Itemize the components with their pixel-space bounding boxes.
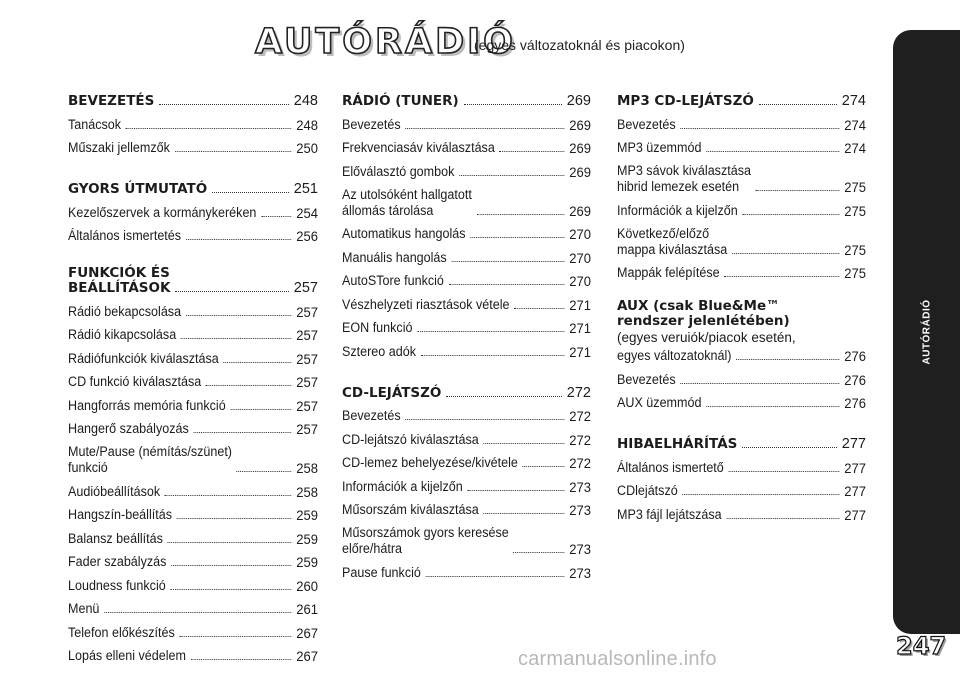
toc-entry-label: Rádió kikapcsolása bbox=[68, 327, 177, 342]
toc-entry bbox=[68, 523, 318, 547]
toc-leader-dots bbox=[186, 239, 292, 240]
toc-heading bbox=[342, 86, 591, 109]
page-number: 247 bbox=[896, 632, 947, 660]
toc-entry-label: Automatikus hangolás bbox=[342, 226, 466, 241]
toc-page-number: 272 bbox=[569, 431, 591, 448]
chapter-side-tab bbox=[893, 30, 960, 634]
toc-entry-label: Információk a kijelzőn bbox=[342, 478, 463, 494]
toc-entry bbox=[342, 133, 591, 157]
toc-page-number: 274 bbox=[841, 93, 866, 109]
toc-entry bbox=[68, 133, 318, 157]
toc-page-number: 261 bbox=[296, 601, 318, 617]
toc-entry bbox=[617, 499, 866, 523]
toc-entry-label: MP3 sávok kiválasztása hibrid lemezek esetén bbox=[617, 163, 751, 194]
toc-page-number: 273 bbox=[569, 564, 591, 581]
toc-entry bbox=[342, 336, 591, 360]
toc-leader-dots bbox=[449, 284, 565, 285]
toc-leader-dots bbox=[170, 589, 291, 590]
toc-entry-label: Audióbeállítások bbox=[68, 483, 161, 499]
toc-entry-label: Általános ismertető bbox=[617, 459, 724, 475]
toc-page-number: 277 bbox=[844, 483, 866, 499]
toc-entry bbox=[342, 242, 591, 266]
toc-entry-label: Tanácsok bbox=[68, 116, 122, 132]
toc-entry bbox=[68, 437, 318, 476]
toc-entry-label: Bevezetés bbox=[617, 116, 676, 132]
toc-page-number: 258 bbox=[296, 460, 318, 476]
toc-leader-dots bbox=[759, 104, 837, 105]
toc-leader-dots bbox=[724, 276, 839, 277]
toc-entry-label: Bevezetés bbox=[342, 116, 401, 132]
toc-entry-label: CD-lejátszó kiválasztása bbox=[342, 431, 479, 447]
toc-page-number: 254 bbox=[296, 204, 318, 221]
toc-entry bbox=[342, 495, 591, 519]
toc-leader-dots bbox=[421, 355, 565, 356]
toc-page-number: 257 bbox=[296, 397, 318, 414]
toc-entry bbox=[617, 346, 866, 364]
toc-leader-dots bbox=[212, 192, 289, 193]
toc-entry-label: Műszaki jellemzők bbox=[68, 140, 170, 155]
toc-entry bbox=[68, 476, 318, 500]
toc-leader-dots bbox=[426, 576, 565, 577]
toc-page-number: 275 bbox=[844, 265, 866, 281]
toc-leader-dots bbox=[237, 471, 292, 472]
toc-leader-dots bbox=[230, 409, 291, 410]
toc-entry bbox=[68, 641, 318, 665]
toc-entry bbox=[617, 258, 866, 282]
toc-entry-label: Rádió bekapcsolása bbox=[68, 303, 182, 319]
toc-entry-label: MP3 fájl lejátszása bbox=[617, 506, 722, 522]
toc-page-number: 272 bbox=[566, 384, 591, 401]
toc-entry-label: Műsorszámok gyors keresése előre/hátra bbox=[342, 525, 509, 556]
toc-leader-dots bbox=[514, 308, 564, 309]
aux-heading bbox=[617, 299, 866, 364]
toc-leader-dots bbox=[464, 104, 562, 105]
toc-entry bbox=[342, 109, 591, 133]
toc-page-number: 275 bbox=[844, 202, 866, 219]
toc-entry-label: Előválasztó gombok bbox=[342, 163, 455, 179]
toc-entry bbox=[68, 367, 318, 391]
toc-entry-label: Mute/Pause (némítás/szünet) funkció bbox=[68, 444, 232, 475]
toc-heading bbox=[617, 86, 866, 109]
toc-entry-label: Sztereo adók bbox=[342, 343, 416, 359]
toc-leader-dots bbox=[680, 383, 839, 384]
chapter-side-tab-label: AUTÓRÁDIÓ bbox=[921, 299, 932, 365]
toc-page-number: 257 bbox=[296, 374, 318, 390]
toc-page-number: 274 bbox=[844, 140, 866, 156]
toc-page-number: 277 bbox=[841, 436, 866, 452]
toc-leader-dots bbox=[736, 359, 839, 360]
toc-page-number: 275 bbox=[844, 241, 866, 258]
toc-entry-label: Fader szabályzás bbox=[68, 554, 167, 569]
toc-entry bbox=[68, 570, 318, 594]
toc-entry bbox=[617, 219, 866, 258]
watermark: carmanualsonline.info bbox=[518, 648, 717, 670]
toc-leader-dots bbox=[126, 128, 292, 129]
aux-heading-note: (egyes veruiók/piacok esetén, bbox=[617, 330, 796, 345]
toc-leader-dots bbox=[513, 552, 564, 553]
toc-page-number: 269 bbox=[569, 116, 591, 133]
toc-page-number: 273 bbox=[569, 502, 591, 518]
toc-entry bbox=[342, 266, 591, 290]
toc-page-number: 248 bbox=[293, 93, 318, 109]
page-header bbox=[0, 20, 960, 64]
toc-entry bbox=[68, 617, 318, 641]
toc-entry bbox=[342, 424, 591, 448]
toc-entry-label: Hangforrás memória funkció bbox=[68, 397, 226, 413]
toc-entry-label: Bevezetés bbox=[342, 408, 401, 423]
toc-entry bbox=[342, 219, 591, 243]
toc-entry bbox=[68, 109, 318, 133]
toc-page-number: 276 bbox=[844, 371, 866, 388]
toc-leader-dots bbox=[742, 447, 836, 448]
toc-heading-label: CD-LEJÁTSZÓ bbox=[342, 384, 442, 401]
toc-leader-dots bbox=[446, 396, 561, 397]
toc-leader-dots bbox=[186, 315, 292, 316]
toc-entry bbox=[617, 476, 866, 500]
toc-entry-label: CD-lemez behelyezése/kivétele bbox=[342, 455, 518, 470]
toc-heading-label: GYORS ÚTMUTATÓ bbox=[68, 181, 208, 197]
toc-entry-label: Balansz beállítás bbox=[68, 530, 163, 546]
toc-entry bbox=[342, 518, 591, 557]
toc-leader-dots bbox=[682, 494, 839, 495]
toc-entry bbox=[68, 414, 318, 438]
toc-page-number: 269 bbox=[569, 140, 591, 156]
toc-entry-label: Bevezetés bbox=[617, 371, 676, 387]
toc-entry bbox=[342, 313, 591, 337]
toc-page-number: 257 bbox=[293, 280, 318, 296]
toc-leader-dots bbox=[742, 214, 839, 215]
toc-leader-dots bbox=[728, 471, 839, 472]
toc-entry-label: MP3 üzemmód bbox=[617, 140, 702, 155]
toc-page-number: 276 bbox=[844, 348, 866, 364]
toc-column-1 bbox=[68, 86, 318, 664]
toc-page-number: 273 bbox=[569, 541, 591, 557]
aux-heading-note: egyes változatoknál) bbox=[617, 348, 732, 363]
toc-leader-dots bbox=[726, 518, 839, 519]
toc-page-number: 259 bbox=[296, 554, 318, 570]
toc-page-number: 271 bbox=[569, 320, 591, 336]
toc-entry bbox=[617, 109, 866, 133]
toc-entry bbox=[617, 388, 866, 412]
toc-heading-label: MP3 CD-LEJÁTSZÓ bbox=[617, 93, 754, 109]
toc-page-number: 276 bbox=[844, 395, 866, 411]
toc-entry-label: Pause funkció bbox=[342, 564, 421, 580]
toc-leader-dots bbox=[459, 175, 565, 176]
toc-page-number: 277 bbox=[844, 459, 866, 476]
toc-leader-dots bbox=[523, 466, 565, 467]
toc-leader-dots bbox=[417, 331, 564, 332]
toc-leader-dots bbox=[177, 518, 292, 519]
toc-entry bbox=[617, 156, 866, 195]
toc-leader-dots bbox=[181, 338, 292, 339]
page-title: AUTÓRÁDIÓ bbox=[255, 22, 516, 62]
toc-leader-dots bbox=[168, 542, 292, 543]
toc-page-number: 271 bbox=[569, 343, 591, 360]
toc-entry bbox=[68, 197, 318, 221]
toc-heading bbox=[342, 378, 591, 401]
toc-page-number: 269 bbox=[566, 93, 591, 109]
toc-leader-dots bbox=[223, 362, 291, 363]
toc-entry bbox=[68, 594, 318, 618]
toc-leader-dots bbox=[405, 128, 564, 129]
toc-column-3 bbox=[617, 86, 866, 523]
toc-entry-label: Általános ismertetés bbox=[68, 228, 182, 243]
toc-entry-label: Loudness funkció bbox=[68, 577, 166, 593]
toc-entry bbox=[617, 364, 866, 388]
toc-entry-label: CDlejátszó bbox=[617, 483, 678, 498]
toc-entry-label: Információk a kijelzőn bbox=[617, 202, 738, 218]
toc-entry bbox=[68, 320, 318, 344]
toc-page-number: 271 bbox=[569, 296, 591, 313]
toc-page-number: 256 bbox=[296, 228, 318, 244]
toc-leader-dots bbox=[467, 490, 564, 491]
toc-entry-label: Mappák felépítése bbox=[617, 265, 720, 280]
toc-entry bbox=[342, 180, 591, 219]
toc-entry bbox=[342, 471, 591, 495]
toc-entry-label: Frekvenciasáv kiválasztása bbox=[342, 140, 495, 155]
toc-heading-label: RÁDIÓ (TUNER) bbox=[342, 93, 459, 109]
toc-entry-label: Telefon előkészítés bbox=[68, 624, 175, 640]
toc-leader-dots bbox=[191, 659, 292, 660]
toc-entry bbox=[342, 289, 591, 313]
toc-page-number: 269 bbox=[569, 202, 591, 219]
toc-page-number: 270 bbox=[569, 226, 591, 242]
toc-page-number: 257 bbox=[296, 327, 318, 343]
toc-heading-label: FUNKCIÓK ÉS BEÁLLÍTÁSOK bbox=[68, 265, 171, 296]
toc-entry-label: Lopás elleni védelem bbox=[68, 648, 186, 663]
toc-leader-dots bbox=[470, 237, 564, 238]
toc-entry-label: Manuális hangolás bbox=[342, 249, 447, 265]
toc-leader-dots bbox=[175, 151, 292, 152]
toc-leader-dots bbox=[261, 216, 292, 217]
toc-entry bbox=[68, 343, 318, 367]
toc-leader-dots bbox=[206, 385, 292, 386]
toc-entry-label: Vészhelyzeti riasztások vétele bbox=[342, 296, 510, 312]
toc-page-number: 269 bbox=[569, 163, 591, 180]
toc-heading bbox=[68, 86, 318, 109]
toc-page-number: 274 bbox=[844, 116, 866, 133]
toc-page-number: 257 bbox=[296, 303, 318, 320]
toc-leader-dots bbox=[179, 636, 291, 637]
toc-leader-dots bbox=[476, 214, 564, 215]
toc-entry bbox=[342, 156, 591, 180]
toc-entry-label: CD funkció kiválasztása bbox=[68, 374, 202, 389]
toc-entry-label: Hangerő szabályozás bbox=[68, 421, 189, 436]
toc-entry-label: AUX üzemmód bbox=[617, 395, 702, 410]
toc-entry bbox=[342, 557, 591, 581]
toc-page-number: 250 bbox=[296, 140, 318, 156]
toc-leader-dots bbox=[483, 513, 564, 514]
toc-page-number: 272 bbox=[569, 455, 591, 471]
toc-heading bbox=[68, 262, 318, 296]
toc-heading-label: HIBAELHÁRÍTÁS bbox=[617, 436, 738, 452]
toc-leader-dots bbox=[405, 419, 564, 420]
toc-page-number: 251 bbox=[293, 181, 318, 197]
toc-heading-label: AUX (csak Blue&Me™ rendszer jelenlétében) bbox=[617, 298, 790, 329]
toc-page-number: 257 bbox=[296, 350, 318, 367]
toc-entry bbox=[68, 500, 318, 524]
toc-entry-label: EON funkció bbox=[342, 320, 413, 335]
toc-leader-dots bbox=[499, 151, 564, 152]
toc-leader-dots bbox=[483, 443, 564, 444]
toc-leader-dots bbox=[104, 612, 291, 613]
toc-leader-dots bbox=[756, 190, 840, 191]
toc-page-number: 248 bbox=[296, 116, 318, 133]
toc-page-number: 259 bbox=[296, 507, 318, 523]
toc-entry-label: Menü bbox=[68, 601, 100, 616]
toc-entry-label: Műsorszám kiválasztása bbox=[342, 502, 479, 517]
toc-page-number: 270 bbox=[569, 273, 591, 289]
toc-entry-label: Az utolsóként hallgatott állomás tárolása bbox=[342, 186, 472, 218]
toc-leader-dots bbox=[680, 128, 839, 129]
toc-heading bbox=[68, 174, 318, 197]
toc-entry bbox=[68, 390, 318, 414]
toc-page-number: 267 bbox=[296, 648, 318, 664]
toc-leader-dots bbox=[706, 151, 839, 152]
toc-entry-label: Hangszín-beállítás bbox=[68, 507, 172, 522]
toc-page-number: 260 bbox=[296, 577, 318, 594]
toc-page-number: 257 bbox=[296, 421, 318, 437]
toc-page-number: 267 bbox=[296, 624, 318, 641]
toc-leader-dots bbox=[171, 565, 292, 566]
toc-leader-dots bbox=[159, 104, 288, 105]
toc-entry-label: AutoSTore funkció bbox=[342, 273, 444, 288]
toc-page-number: 258 bbox=[296, 483, 318, 500]
toc-heading-label: BEVEZETÉS bbox=[68, 93, 155, 109]
page-subtitle: (egyes változatoknál és piacokon) bbox=[474, 37, 685, 53]
toc-entry bbox=[68, 296, 318, 320]
toc-leader-dots bbox=[451, 261, 564, 262]
toc-page-number: 277 bbox=[844, 506, 866, 523]
toc-entry bbox=[617, 133, 866, 157]
toc-page-number: 270 bbox=[569, 249, 591, 266]
toc-entry bbox=[68, 221, 318, 245]
toc-page-number: 273 bbox=[569, 478, 591, 495]
toc-leader-dots bbox=[706, 406, 839, 407]
toc-heading bbox=[617, 429, 866, 452]
toc-entry-label: Következő/előző mappa kiválasztása bbox=[617, 225, 728, 257]
toc-entry bbox=[342, 448, 591, 472]
toc-entry bbox=[68, 547, 318, 571]
toc-entry-label: Rádiófunkciók kiválasztása bbox=[68, 350, 219, 366]
toc-entry bbox=[342, 401, 591, 425]
toc-leader-dots bbox=[175, 291, 288, 292]
toc-page-number: 259 bbox=[296, 530, 318, 547]
toc-leader-dots bbox=[193, 432, 291, 433]
toc-entry bbox=[617, 195, 866, 219]
toc-page-number: 275 bbox=[844, 179, 866, 195]
toc-leader-dots bbox=[165, 495, 292, 496]
toc-entry bbox=[617, 452, 866, 476]
toc-page-number: 272 bbox=[569, 408, 591, 424]
toc-leader-dots bbox=[732, 253, 840, 254]
toc-entry-label: Kezelőszervek a kormánykeréken bbox=[68, 204, 257, 220]
toc-column-2 bbox=[342, 86, 591, 581]
